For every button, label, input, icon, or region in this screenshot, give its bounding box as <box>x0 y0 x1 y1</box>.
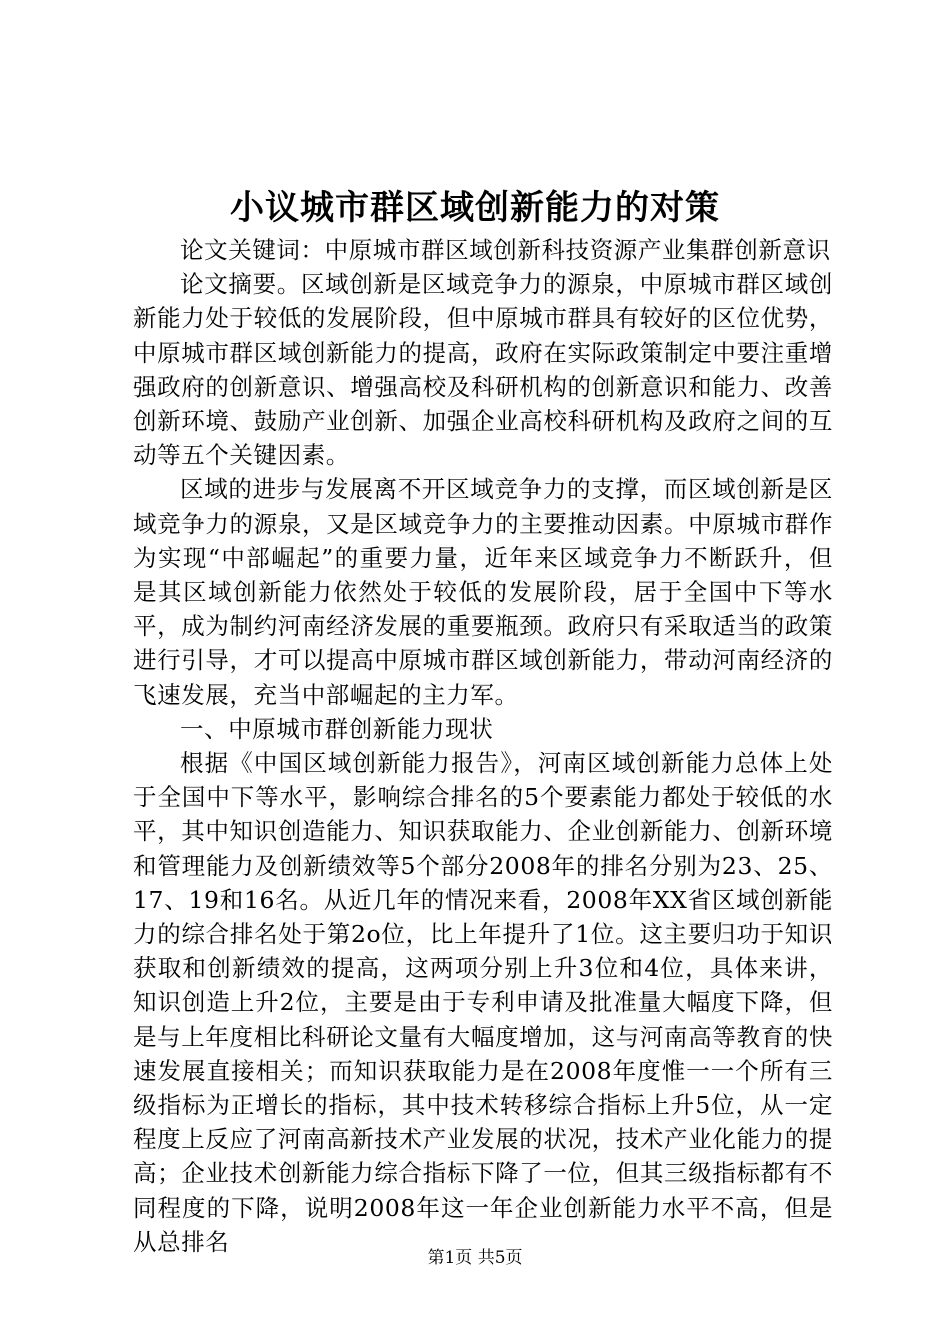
intro-paragraph: 区域的进步与发展离不开区域竞争力的支撑，而区域创新是区域竞争力的源泉，又是区域竞争力的主要推动因素。中原城市群作为实现“中部崛起”的重要力量，近年来区域竞争力不断跃升，但是其区域创新能力依然处于较低的发展阶段，居于全国中下等水平，成为制约河南经济发展的重要瓶颈。政府只有采取适当的政策进行引导，才可以提高中原城市群区域创新能力，带动河南经济的飞速发展，充当中部崛起的主力军。 <box>133 475 833 709</box>
section-heading: 一、中原城市群创新能力现状 <box>180 714 494 743</box>
page-footer: 第1页 共5页 <box>427 1248 523 1268</box>
keywords-paragraph: 论文关键词：中原城市群区域创新科技资源产业集群创新意识 <box>180 236 831 264</box>
abstract-paragraph: 论文摘要。区域创新是区域竞争力的源泉，中原城市群区域创新能力处于较低的发展阶段，但中原城市群具有较好的区位优势，中原城市群区域创新能力的提高，政府在实际政策制定中要注重增强政府的创新意识、增强高校及科研机构的创新意识和能力、改善创新环境、鼓励产业创新、加强企业高校科研机构及政府之间的互动等五个关键因素。 <box>133 270 833 470</box>
body-paragraph: 根据《中国区域创新能力报告》，河南区域创新能力总体上处于全国中下等水平，影响综合排名的5个要素能力都处于较低的水平，其中知识创造能力、知识获取能力、企业创新能力、创新环境和管理能力及创新绩效等5个部分2008年的排名分别为23、25、17、19和16名。从近几年的情况来看，2008年XX省区域创新能力的综合排名处于第2o位，比上年提升了1位。这主要归功于知识获取和创新绩效的提高，这两项分别上升3位和4位，具体来讲，知识创造上升2位，主要是由于专利申请及批准量大幅度下降，但是与上年度相比科研论文量有大幅度增加，这与河南高等教育的快速发展直接相关；而知识获取能力是在2008年度惟一一个所有三级指标为正增长的指标，其中技术转移综合指标上升5位，从一定程度上反应了河南高新技术产业发展的状况，技术产业化能力的提高；企业技术创新能力综合指标下降了一位，但其三级指标都有不同程度的下降，说明2008年这一年企业创新能力水平不高，但是从总排名 <box>133 749 833 1256</box>
document-title: 小议城市群区域创新能力的对策 <box>230 188 720 228</box>
document-body <box>133 233 833 1259</box>
